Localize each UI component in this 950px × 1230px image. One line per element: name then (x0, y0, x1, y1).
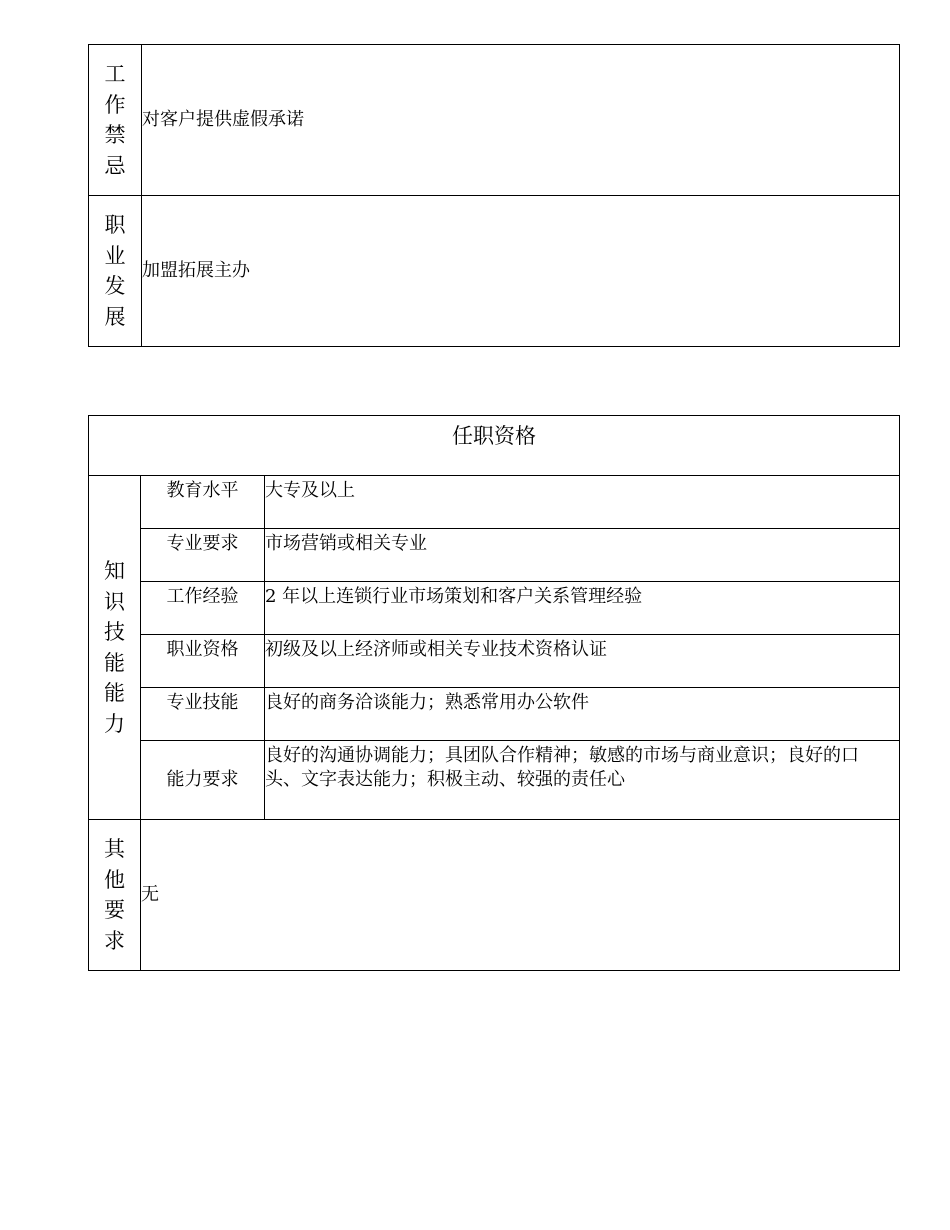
professional-qualification-value: 初级及以上经济师或相关专业技术资格认证 (265, 635, 900, 688)
table-row (89, 196, 900, 347)
ability-requirement-label: 能力要求 (141, 741, 265, 820)
qualifications-title: 任职资格 (89, 416, 900, 476)
education-level-value: 大专及以上 (265, 476, 900, 529)
table-row (89, 45, 900, 196)
table-row (89, 476, 900, 529)
table-row (89, 820, 900, 971)
knowledge-skills-label: 知 识 技 能 能 力 (89, 476, 141, 820)
duties-table (88, 44, 900, 347)
table-row (89, 741, 900, 820)
other-requirements-content: 无 (141, 820, 900, 971)
work-experience-label: 工作经验 (141, 582, 265, 635)
ability-requirement-value: 良好的沟通协调能力；具团队合作精神；敏感的市场与商业意识；良好的口头、文字表达能力；积极主动、较强的责任心 (265, 741, 900, 820)
other-requirements-label: 其 他 要 求 (89, 820, 141, 971)
qualifications-table (88, 415, 900, 971)
career-development-label: 职 业 发 展 (89, 196, 142, 347)
professional-skills-value: 良好的商务洽谈能力；熟悉常用办公软件 (265, 688, 900, 741)
table-row (89, 529, 900, 582)
table-row (89, 582, 900, 635)
professional-skills-label: 专业技能 (141, 688, 265, 741)
education-level-label: 教育水平 (141, 476, 265, 529)
work-experience-value: 2 年以上连锁行业市场策划和客户关系管理经验 (265, 582, 900, 635)
table-row (89, 688, 900, 741)
major-requirement-value: 市场营销或相关专业 (265, 529, 900, 582)
table-row (89, 635, 900, 688)
table-header-row (89, 416, 900, 476)
career-development-content: 加盟拓展主办 (142, 196, 900, 347)
major-requirement-label: 专业要求 (141, 529, 265, 582)
work-taboo-label: 工 作 禁 忌 (89, 45, 142, 196)
work-taboo-content: 对客户提供虚假承诺 (142, 45, 900, 196)
professional-qualification-label: 职业资格 (141, 635, 265, 688)
